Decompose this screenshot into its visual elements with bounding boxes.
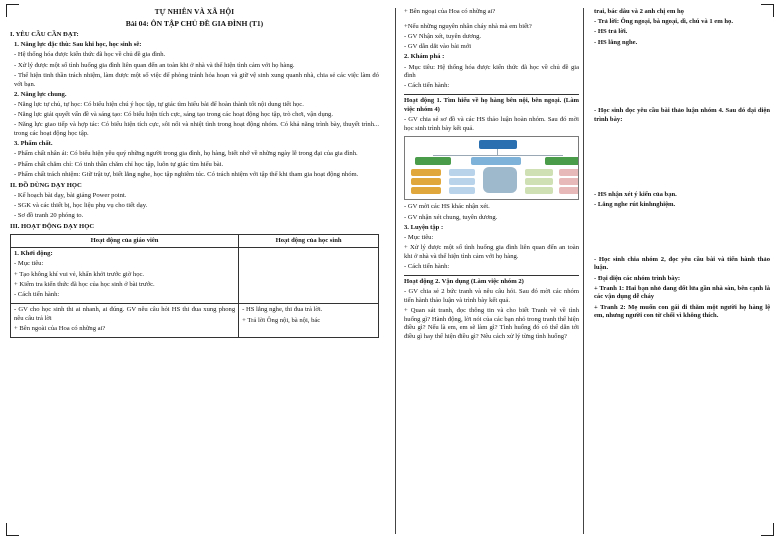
doc-subject: TỰ NHIÊN VÀ XÃ HỘI <box>154 8 235 16</box>
teacher-activity-column <box>404 8 584 534</box>
table-row <box>11 248 379 304</box>
quality-item: - Phẩm chất nhân ái: Có biểu hiện yêu quý những người trong gia đình, họ hàng, biết nhớ về những ngày lễ trong đại của gia đình. <box>14 150 358 158</box>
crop-mark-top-right <box>761 4 774 17</box>
activity-1-student-note: - Lắng nghe rút kinhnghiệm. <box>594 200 676 208</box>
req-item: - Thể hiện tinh thần trách nhiệm, làm được một số việc để phòng tránh hỏa hoạn và giữ vệ sinh xung quanh nhà, chia sẻ các việc làm đó với bạn. <box>14 71 379 88</box>
diagram-node-mid <box>471 157 521 165</box>
column-header-teacher: Hoạt động của giáo viên <box>11 234 239 248</box>
teacher-line: + Bên ngoài của Hoa có những ai? <box>14 325 106 333</box>
teacher-line: - GV cho học sinh thi ai nhanh, ai đúng. GV nêu câu hỏi HS thi đua xung phong nêu câu trả lời <box>14 306 236 322</box>
diagram-node-paternal <box>415 157 451 165</box>
diagram-node <box>525 178 553 185</box>
diagram-node <box>559 187 579 194</box>
diagram-node <box>449 187 475 194</box>
student-line: + Trả lời Ông nội, bà nội, bác <box>242 316 321 324</box>
diagram-node <box>525 187 553 194</box>
subsection-3-title: 3. Phẩm chất. <box>14 140 53 148</box>
student-line: - Trả lời: Ông ngoại, bà ngoại, dì, chú và 1 em họ. <box>594 18 733 26</box>
warmup-line: + Tạo không khí vui vẻ, khấn khởi trước giờ học. <box>14 270 145 278</box>
activity-2-student-response: + Tranh 1: Hai bạn nhỏ đang đốt lửa gần nhà sàn, bên cạnh là các vận dụng dễ cháy <box>594 284 770 301</box>
subsection-2-title: 2. Năng lực chung. <box>14 90 67 98</box>
crop-mark-bottom-left <box>6 523 19 536</box>
section-explore-title: 2. Khám phá : <box>403 53 445 61</box>
activity-1-after: - GV nhận xét chung, tuyên dương. <box>403 213 498 221</box>
family-relations-diagram <box>404 136 579 200</box>
left-column <box>10 8 385 534</box>
student-line: - HS lắng nghe. <box>594 38 638 46</box>
teacher-line: - GV dẫn dắt vào bài mới <box>403 43 472 51</box>
warmup-line: - Mục tiêu: <box>14 260 44 268</box>
activity-2-student-response: + Tranh 2: Mẹ muốn con gái đi thăm một người họ hàng lệ em, nhưng người con từ chối vì không thích. <box>594 303 770 320</box>
activity-1-title: Hoạt động 1. Tìm hiểu về họ hàng bên nội, bên ngoại. (Làm việc nhóm 4) <box>404 94 579 114</box>
column-header-student: Hoạt động của học sinh <box>239 234 379 248</box>
diagram-node-maternal <box>545 157 579 165</box>
diagram-node <box>411 187 441 194</box>
warmup-line: + Kiểm tra kiến thức đã học của học sinh ở bài trước. <box>14 280 155 288</box>
activity-2-student-response: - Đại diện các nhóm trình bày: <box>594 274 681 282</box>
activity-1-student-response: - Học sinh đọc yêu cầu bài thảo luận nhóm 4. Sau đó đại diện trình bày: <box>594 107 770 124</box>
section-requirements-title: I. YÊU CẦU CẦN ĐẠT: <box>10 31 79 39</box>
student-line: - HS lắng nghe, thi đua trả lời. <box>242 306 323 314</box>
quality-item: - Phẩm chất chăm chỉ: Có tinh thần chăm chỉ học tập, luôn tự giác tìm hiểu bài. <box>14 160 224 168</box>
table-row <box>11 304 379 338</box>
activity-2-student-response: - Học sinh chia nhóm 2, đọc yêu cầu bài và tiến hành thảo luận. <box>594 255 770 272</box>
diagram-node-root <box>479 140 517 149</box>
general-competence-item: - Năng lực giao tiếp và hợp tác: Có biểu hiện tích cực, sôi nổi và nhiệt tình trong hoạt động nhóm. Có khả năng trình bày, thuyết trình... trong các hoạt động học tập. <box>14 121 379 138</box>
teacher-line: + Bên ngoại của Hoa có những ai? <box>403 8 496 15</box>
diagram-node <box>449 178 475 185</box>
req-item: - Xử lý được một số tình huống gia đình liên quan đến an toàn khi ở nhà và thể hiện tình cảm với họ hàng. <box>14 61 295 69</box>
doc-title: Bài 04: ÔN TẬP CHỦ ĐỀ GIA ĐÌNH (T1) <box>125 19 264 28</box>
general-competence-item: - Năng lực tự chủ, tự học: Có biểu hiện chú ý học tập, tự giác tìm hiểu bài để hoàn thành tốt nội dung tiết học. <box>14 100 304 108</box>
warmup-line: - Cách tiến hành: <box>14 291 60 299</box>
explore-method: - Cách tiến hành: <box>403 82 450 90</box>
diagram-node <box>411 178 441 185</box>
subsection-1-title: 1. Năng lực đặc thù: Sau khi học, học sinh sẽ: <box>14 41 142 49</box>
section-materials-title: II. ĐỒ DÙNG DẠY HỌC <box>10 181 82 189</box>
diagram-node <box>449 169 475 176</box>
diagram-link <box>433 155 563 156</box>
crop-mark-bottom-right <box>761 523 774 536</box>
teacher-line: - GV Nhận xét, tuyên dương. <box>403 32 482 40</box>
activity-2-question: + Quan sát tranh, đọc thông tin và cho biết Tranh vẽ về tình huống gì? Hành động, lời nói của các bạn nhỏ trong tranh thể hiện điều gì? Nếu là em, em sẽ làm gì? Tình huống đó có thể dẫn tới điều gì hay thể hiện điều gì? Nêu cách xử lý từng tình huống? <box>403 306 579 341</box>
general-competence-item: - Năng lực giải quyết vấn đề và sáng tạo: Có biểu hiện tích cực, sáng tạo trong các hoạt động học tập, trò chơi, vận dụng. <box>14 111 333 119</box>
diagram-node <box>559 178 579 185</box>
quality-item: - Phẩm chất trách nhiệm: Giữ trật tự, biết lắng nghe, học tập nghiêm túc. Có trách nhiệm với tập thể khi tham gia hoạt động nhóm. <box>14 170 359 178</box>
section-activities-title: III. HOẠT ĐỘNG DẠY HỌC <box>10 222 95 230</box>
activity-2-body: - GV chia sẻ 2 bức tranh và nêu câu hỏi. Sau đó mời các nhóm tiến hành thảo luận và trình bày kết quả. <box>403 288 579 304</box>
practice-line: - Cách tiến hành: <box>403 263 450 271</box>
teacher-line: +Nếu những nguyên nhân cháy nhà mà em biết? <box>403 22 532 30</box>
student-cell <box>239 248 379 304</box>
student-line: - HS trả lời. <box>594 28 628 36</box>
activity-1-student-note: - HS nhận xét ý kiến của bạn. <box>594 190 677 198</box>
material-item: - Kế hoạch bài dạy, bài giảng Power point. <box>14 191 127 199</box>
right-column <box>395 8 770 534</box>
crop-mark-top-left <box>6 4 19 17</box>
teacher-cell <box>11 248 239 304</box>
teacher-cell <box>11 304 239 338</box>
activities-table <box>10 234 379 339</box>
practice-line: - Mục tiêu: <box>403 234 434 242</box>
material-item: - SGK và các thiết bị, học liệu phụ vụ cho tiết dạy. <box>14 201 148 209</box>
material-item: - Sơ đồ tranh 20 phóng to. <box>14 212 84 220</box>
diagram-node <box>525 169 553 176</box>
diagram-node-center-photo <box>483 167 517 193</box>
activity-warmup-title: 1. Khởi động: <box>14 250 53 258</box>
diagram-node <box>559 169 579 176</box>
student-activity-column <box>590 8 770 534</box>
explore-objective: - Mục tiêu: Hệ thống hóa được kiến thức đã học về chủ đề gia đình <box>403 63 579 80</box>
student-line: trai, bác dâu và 2 anh chị em họ <box>594 8 684 15</box>
section-practice-title: 3. Luyện tập : <box>403 223 444 231</box>
diagram-node <box>411 169 441 176</box>
student-cell <box>239 304 379 338</box>
req-item: - Hệ thống hóa được kiến thức đã học về chủ đề gia đình. <box>14 51 166 59</box>
activity-2-title: Hoạt động 2. Vận dụng (Làm việc nhóm 2) <box>404 275 579 287</box>
practice-line: + Xử lý được một số tình huống gia đình liên quan đến an toàn khi ở nhà và thể hiện tình cảm với họ hàng. <box>403 244 579 260</box>
activity-1-after: - GV mời các HS khác nhận xét. <box>403 203 490 211</box>
table-header-row <box>11 234 379 248</box>
activity-1-body: - GV chia sẻ sơ đồ và các HS thảo luận hoàn nhóm. Sau đó mời học sinh trình bày kết quả. <box>403 116 579 132</box>
